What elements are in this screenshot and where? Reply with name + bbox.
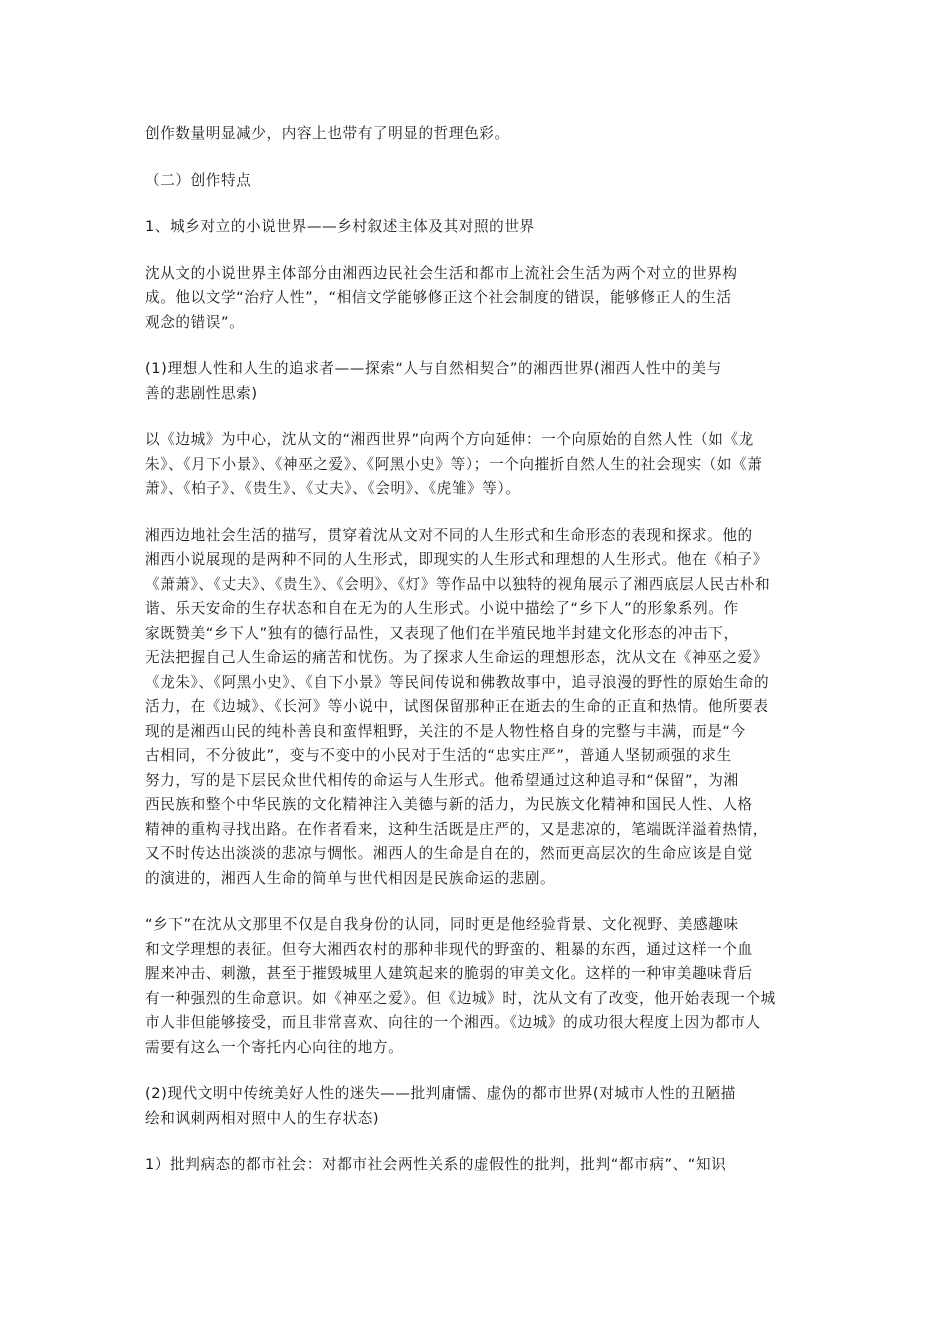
text-line: 精神的重构寻找出路。在作者看来，这种生活既是庄严的，又是悲凉的，笔端既洋溢着热情， — [145, 820, 768, 838]
text-line: “乡下”在沈从文那里不仅是自我身份的认同，同时更是他经验背景、文化视野、美感趣味 — [145, 916, 739, 933]
text-line: 观念的错误”。 — [145, 313, 245, 331]
text-line: （二）创作特点 — [145, 171, 252, 189]
text-line: 湘西边地社会生活的描写，贯穿着沈从文对不同的人生形式和生命形态的表现和探求。他的 — [145, 526, 753, 544]
text-line: 活力，在《边城》、《长河》等小说中，试图保留那种正在逝去的生命的正直和热情。他所要表 — [145, 698, 769, 715]
text-line: 朱》、《月下小景》、《神巫之爱》、《阿黑小史》等）；一个向摧折自然人生的社会现实（如《萧 — [145, 455, 763, 473]
text-line: 的演进的，湘西人生命的简单与世代相因是民族命运的悲剧。 — [145, 869, 556, 887]
text-line: 又不时传达出淡淡的悲凉与惆怅。湘西人的生命是自在的，然而更高层次的生命应该是自觉 — [145, 845, 753, 862]
text-line: 创作数量明显减少，内容上也带有了明显的哲理色彩。 — [145, 125, 510, 142]
text-line: 谐、乐天安命的生存状态和自在无为的人生形式。小说中描绘了“乡下人”的形象系列。作 — [145, 600, 739, 617]
text-line: 西民族和整个中华民族的文化精神注入美德与新的活力，为民族文化精神和国民人性、人格 — [145, 796, 753, 813]
text-line: 无法把握自己人生命运的痛苦和忧伤。为了探求人生命运的理想形态，沈从文在《神巫之爱》 — [145, 649, 768, 666]
text-line: 善的悲剧性思索) — [145, 384, 258, 402]
text-line: 现的是湘西山民的纯朴善良和蛮悍粗野，关注的不是人物性格自身的完整与丰满，而是“今 — [145, 722, 746, 740]
text-line: 家既赞美“乡下人”独有的德行品性，又表现了他们在半殖民地半封建文化形态的冲击下， — [145, 624, 739, 642]
text-line: (1)理想人性和人生的追求者——探索“人与自然相契合”的湘西世界(湘西人性中的美与 — [145, 360, 722, 377]
paragraph-intro — [145, 122, 807, 147]
point-2-heading — [145, 1082, 807, 1131]
section-heading — [145, 169, 807, 194]
text-line: 腥来冲击、刺激，甚至于摧毁城里人建筑起来的脆弱的审美文化。这样的一种审美趣味背后 — [145, 965, 753, 982]
paragraph-xiangxi-life — [145, 524, 807, 892]
text-line: 需要有这么一个寄托内心向往的地方。 — [145, 1038, 404, 1056]
text-line: 《龙朱》、《阿黑小史》、《自下小景》等民间传说和佛教故事中，追寻浪漫的野性的原始生命的 — [145, 673, 770, 691]
text-line: 古相同，不分彼此”，变与不变中的小民对于生活的“忠实庄严”，普通人坚韧顽强的求生 — [145, 747, 732, 764]
text-line: 绘和讽刺两相对照中人的生存状态) — [145, 1109, 380, 1127]
text-line: 沈从文的小说世界主体部分由湘西边民社会生活和都市上流社会生活为两个对立的世界构 — [145, 264, 738, 282]
point-1-heading — [145, 357, 807, 406]
subsection-heading — [145, 215, 807, 240]
text-line: 1、城乡对立的小说世界——乡村叙述主体及其对照的世界 — [145, 218, 535, 235]
text-line: (2)现代文明中传统美好人性的迷失——批判庸懦、虚伪的都市世界(对城市人性的丑陋描 — [145, 1085, 736, 1102]
text-line: 《萧萧》、《丈夫》、《贵生》、《会明》、《灯》等作品中以独特的视角展示了湘西底层人民古朴和 — [145, 575, 771, 593]
point-2-1-heading — [145, 1153, 807, 1178]
paragraph-biancheng — [145, 428, 807, 502]
text-line: 努力，写的是下层民众世代相传的命运与人生形式。他希望通过这种追寻和“保留”，为湘 — [145, 771, 739, 789]
text-line: 成。他以文学“治疗人性”，“相信文学能够修正这个社会制度的错误，能够修正人的生活 — [145, 289, 732, 306]
text-line: 和文学理想的表征。但夸大湘西农村的那种非现代的野蛮的、粗暴的东西，通过这样一个血 — [145, 940, 753, 958]
text-line: 以《边城》为中心，沈从文的“湘西世界”向两个方向延伸：一个向原始的自然人性（如《龙 — [145, 431, 754, 448]
paragraph-overview — [145, 262, 807, 336]
text-line: 有一种强烈的生命意识。如《神巫之爱》。但《边城》时，沈从文有了改变，他开始表现一个城 — [145, 989, 776, 1007]
text-line: 1）批判病态的都市社会：对都市社会两性关系的虚假性的批判，批判“都市病”、“知识 — [145, 1156, 727, 1173]
document-body — [145, 122, 807, 1200]
paragraph-xiaxiang — [145, 913, 807, 1060]
text-line: 湘西小说展现的是两种不同的人生形式，即现实的人生形式和理想的人生形式。他在《柏子》 — [145, 551, 768, 568]
text-line: 萧》、《柏子》、《贵生》、《丈夫》、《会明》、《虎雏》等）。 — [145, 480, 521, 497]
text-line: 市人非但能够接受，而且非常喜欢、向往的一个湘西。《边城》的成功很大程度上因为都市人 — [145, 1014, 761, 1031]
